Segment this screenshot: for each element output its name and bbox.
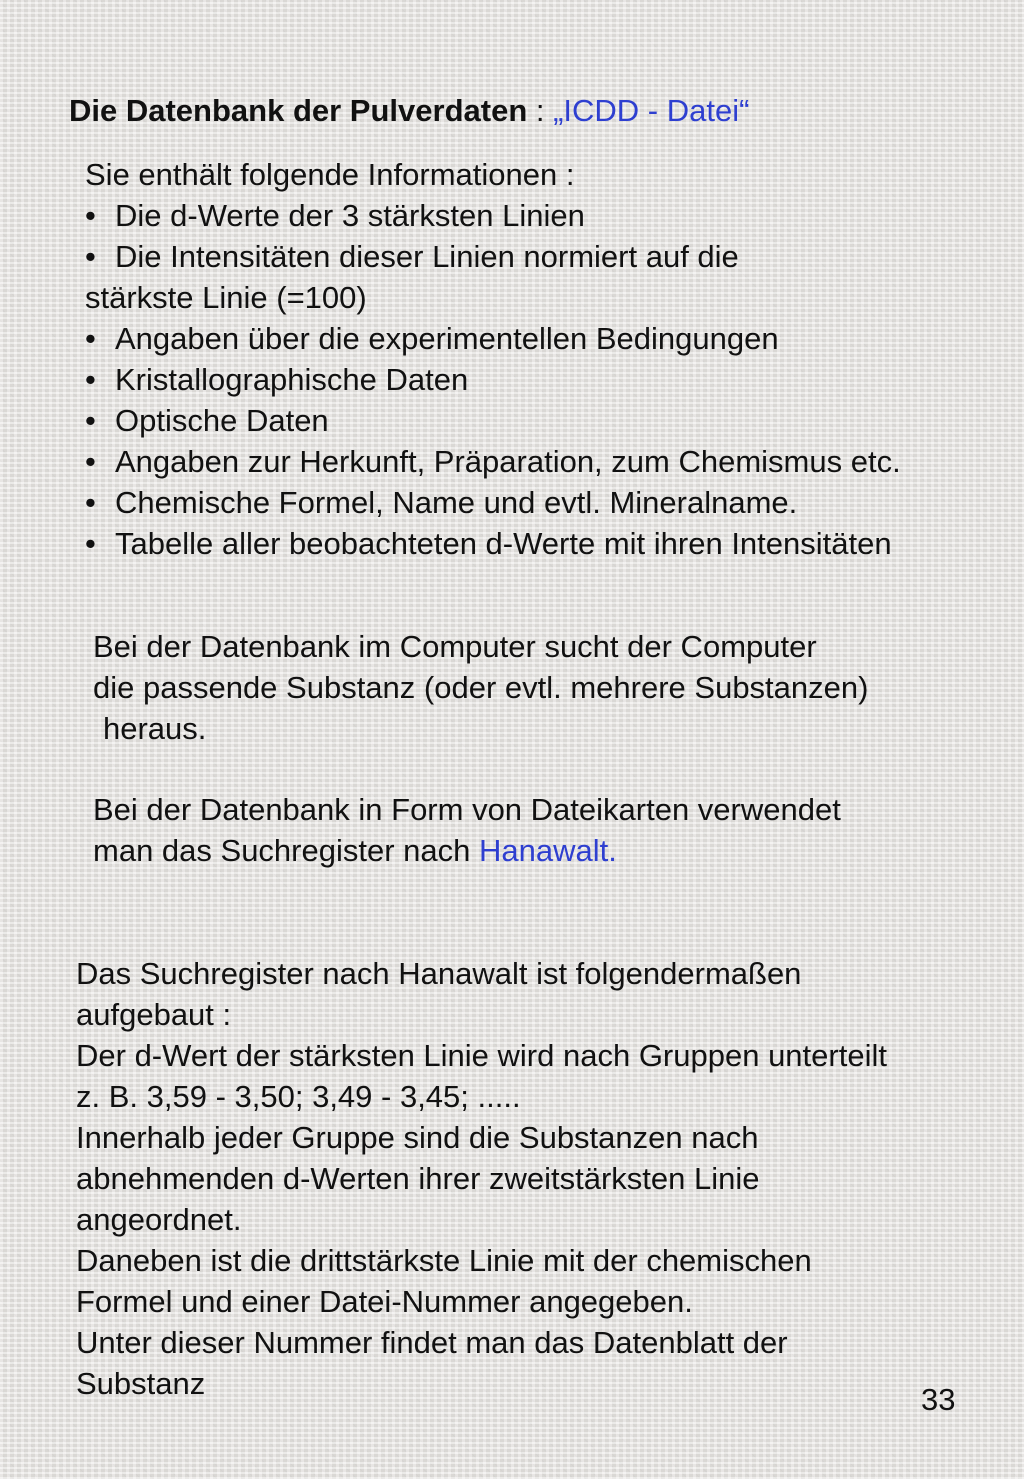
info-item-text: Angaben zur Herkunft, Präparation, zum Chemismus etc. (115, 444, 901, 479)
paragraph-line: Das Suchregister nach Hanawalt ist folgendermaßen (76, 956, 802, 991)
title-highlight-text: „ICDD - Datei“ (553, 93, 750, 128)
info-block (85, 154, 901, 564)
info-item (85, 195, 901, 236)
info-item (85, 441, 901, 482)
info-item-text: Kristallographische Daten (115, 362, 469, 397)
computer-search-paragraph (93, 626, 868, 749)
paragraph-line: Bei der Datenbank im Computer sucht der Computer (93, 629, 817, 664)
paragraph-line (93, 830, 841, 871)
info-item-text: Chemische Formel, Name und evtl. Mineralname. (115, 485, 798, 520)
paragraph-line: Formel und einer Datei-Nummer angegeben. (76, 1284, 693, 1319)
paragraph-line: heraus. (103, 711, 207, 746)
bullet-icon: • (85, 403, 96, 438)
paragraph-line: Der d-Wert der stärksten Linie wird nach Gruppen unterteilt (76, 1038, 887, 1073)
card-index-paragraph (93, 789, 841, 871)
info-item-text: Tabelle aller beobachteten d-Werte mit ihren Intensitäten (115, 526, 892, 561)
info-item-text: Optische Daten (115, 403, 329, 438)
bullet-icon: • (85, 239, 96, 274)
info-item-text: Die Intensitäten dieser Linien normiert auf die (115, 239, 739, 274)
info-item (85, 523, 901, 564)
title-separator: : (527, 93, 554, 128)
info-item-text: Angaben über die experimentellen Bedingungen (115, 321, 779, 356)
paragraph-line: Unter dieser Nummer findet man das Datenblatt der (76, 1325, 788, 1360)
info-item-text: Die d-Werte der 3 stärksten Linien (115, 198, 585, 233)
paragraph-line: Bei der Datenbank in Form von Dateikarten verwendet (93, 792, 841, 827)
info-item (85, 359, 901, 400)
paragraph-line: Daneben ist die drittstärkste Linie mit der chemischen (76, 1243, 812, 1278)
bullet-icon: • (85, 362, 96, 397)
paragraph-line: die passende Substanz (oder evtl. mehrere Substanzen) (93, 670, 869, 705)
paragraph-line: aufgebaut : (76, 997, 232, 1032)
paragraph-line: Substanz (76, 1366, 206, 1401)
info-intro: Sie enthält folgende Informationen : (85, 157, 575, 192)
paragraph-line: abnehmenden d-Werten ihrer zweitstärksten Linie (76, 1161, 760, 1196)
bullet-icon: • (85, 485, 96, 520)
page-title (69, 90, 749, 132)
paragraph-line: angeordnet. (76, 1202, 242, 1237)
info-item (85, 482, 901, 523)
info-item (85, 236, 901, 277)
paragraph-line: z. B. 3,59 - 3,50; 3,49 - 3,45; ..... (76, 1079, 521, 1114)
paragraph-line: Innerhalb jeder Gruppe sind die Substanzen nach (76, 1120, 759, 1155)
bullet-icon: • (85, 526, 96, 561)
info-item (85, 400, 901, 441)
info-item (85, 318, 901, 359)
bullet-icon: • (85, 444, 96, 479)
paragraph-text: man das Suchregister nach (93, 833, 479, 868)
title-bold-text: Die Datenbank der Pulverdaten (69, 93, 528, 128)
bullet-icon: • (85, 198, 96, 233)
hanawalt-register-paragraph (76, 953, 887, 1404)
bullet-icon: • (85, 321, 96, 356)
hanawalt-highlight: Hanawalt. (479, 833, 617, 868)
info-item-continuation: stärkste Linie (=100) (85, 280, 367, 315)
page-number: 33 (921, 1382, 956, 1417)
